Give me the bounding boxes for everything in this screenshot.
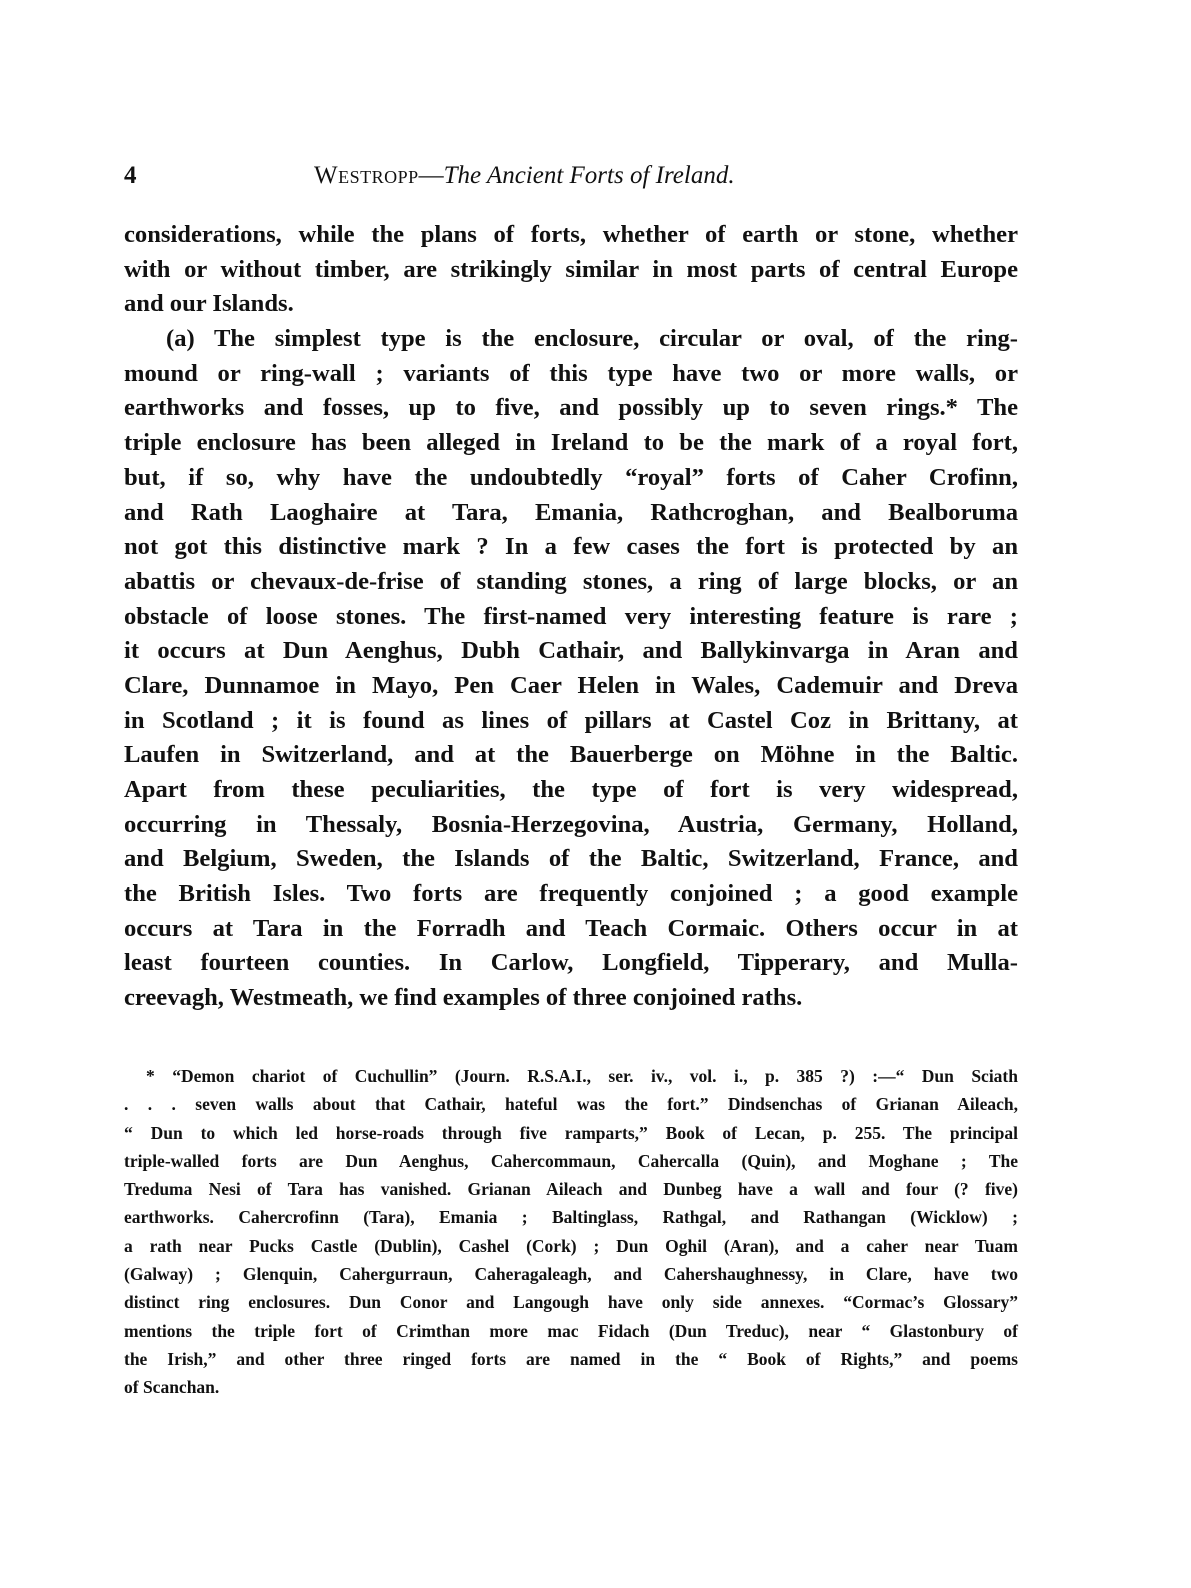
book-title: The Ancient Forts of Ireland. — [443, 162, 735, 189]
body-line: abattis or chevaux-de-frise of standing stones, a ring of large blocks, or an — [124, 567, 1018, 595]
body-line: the British Isles. Two forts are frequently conjoined ; a good example — [124, 880, 1018, 908]
body-line: and our Islands. — [124, 290, 294, 318]
footnote-line: “ Dun to which led horse-roads through five ramparts,” Book of Lecan, p. 255. The principal — [124, 1122, 1018, 1143]
body-line: in Scotland ; it is found as lines of pillars at Castel Coz in Brittany, at — [124, 706, 1018, 734]
author-name: Westropp — [314, 162, 419, 189]
body-line: not got this distinctive mark ? In a few cases the fort is protected by an — [124, 533, 1018, 561]
title-separator: — — [418, 162, 444, 189]
footnote-line: earthworks. Cahercrofinn (Tara), Emania ; Baltinglass, Rathgal, and Rathangan (Wicklow) ; — [124, 1207, 1018, 1228]
body-line: considerations, while the plans of forts, whether of earth or stone, whether — [124, 221, 1018, 248]
page-number: 4 — [124, 162, 137, 189]
footnote-line: distinct ring enclosures. Dun Conor and Langough have only side annexes. “Cormac’s Glossary” — [124, 1292, 1018, 1313]
body-line: but, if so, why have the undoubtedly “royal” forts of Caher Crofinn, — [124, 463, 1018, 491]
body-line: triple enclosure has been alleged in Ireland to be the mark of a royal fort, — [124, 429, 1018, 457]
body-line: and Rath Laoghaire at Tara, Emania, Rathcroghan, and Bealboruma — [124, 498, 1018, 526]
body-line: mound or ring-wall ; variants of this type have two or more walls, or — [124, 359, 1018, 387]
footnote-line: . . . seven walls about that Cathair, hateful was the fort.” Dindsenchas of Grianan Aileach, — [124, 1094, 1018, 1115]
footnote-line: of Scanchan. — [124, 1377, 220, 1398]
body-line: and Belgium, Sweden, the Islands of the Baltic, Switzerland, France, and — [124, 845, 1018, 873]
body-text — [124, 218, 1018, 1016]
footnotes — [124, 1062, 1018, 1402]
body-line: obstacle of loose stones. The first-named very interesting feature is rare ; — [124, 602, 1018, 630]
footnote-line: mentions the triple fort of Crimthan more mac Fidach (Dun Treduc), near “ Glastonbury of — [124, 1320, 1018, 1341]
body-line: Clare, Dunnamoe in Mayo, Pen Caer Helen in Wales, Cademuir and Dreva — [124, 671, 1018, 699]
body-line: Laufen in Switzerland, and at the Bauerberge on Möhne in the Baltic. — [124, 741, 1018, 769]
footnote-line: the Irish,” and other three ringed forts are named in the “ Book of Rights,” and poems — [124, 1348, 1018, 1369]
running-head — [124, 158, 1024, 194]
body-line: with or without timber, are strikingly similar in most parts of central Europe — [124, 255, 1018, 283]
body-line: creevagh, Westmeath, we find examples of three conjoined raths. — [124, 984, 803, 1012]
running-title — [314, 158, 735, 194]
footnote-line: Treduma Nesi of Tara has vanished. Grianan Aileach and Dunbeg have a wall and four (? five) — [124, 1179, 1018, 1200]
body-line: earthworks and fosses, up to five, and possibly up to seven rings.* The — [124, 394, 1018, 422]
body-line: occurring in Thessaly, Bosnia-Herzegovina, Austria, Germany, Holland, — [124, 810, 1018, 838]
body-line: least fourteen counties. In Carlow, Longfield, Tipperary, and Mulla- — [124, 949, 1018, 977]
body-line: (a) The simplest type is the enclosure, circular or oval, of the ring- — [166, 325, 1018, 353]
footnote-line: (Galway) ; Glenquin, Cahergurraun, Caheragaleagh, and Cahershaughnessy, in Clare, have two — [124, 1264, 1018, 1285]
body-line: it occurs at Dun Aenghus, Dubh Cathair, and Ballykinvarga in Aran and — [124, 637, 1018, 665]
body-line: Apart from these peculiarities, the type of fort is very widespread, — [124, 776, 1018, 803]
footnote-line: * “Demon chariot of Cuchullin” (Journ. R.S.A.I., ser. iv., vol. i., p. 385 ?) :—“ Dun Sciath — [146, 1066, 1018, 1086]
body-line: occurs at Tara in the Forradh and Teach Cormaic. Others occur in at — [124, 914, 1018, 942]
footnote-line: triple-walled forts are Dun Aenghus, Cahercommaun, Cahercalla (Quin), and Moghane ; The — [124, 1150, 1018, 1171]
footnote-line: a rath near Pucks Castle (Dublin), Cashel (Cork) ; Dun Oghil (Aran), and a caher near Tuam — [124, 1235, 1018, 1256]
